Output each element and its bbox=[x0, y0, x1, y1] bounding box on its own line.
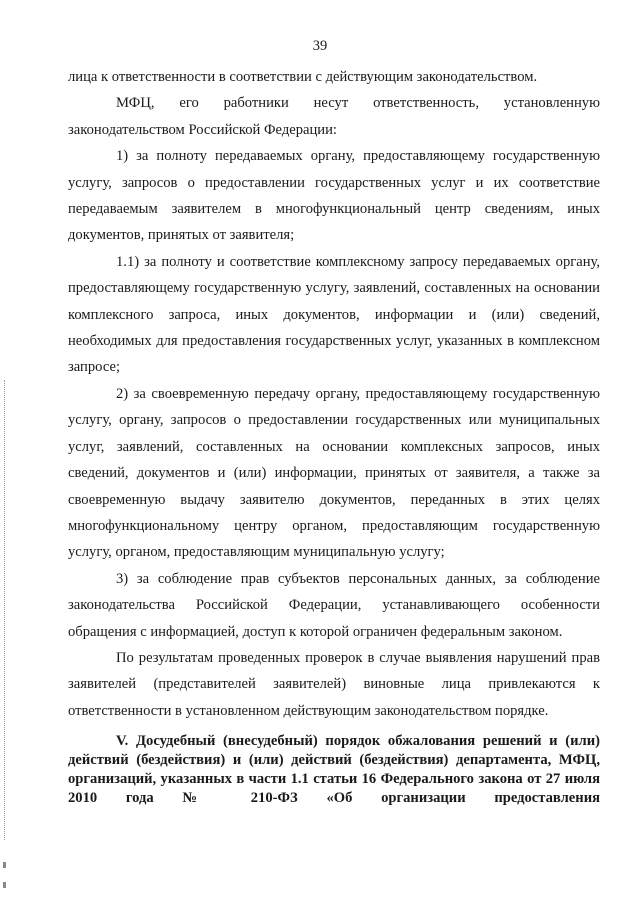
body-text bbox=[68, 64, 600, 808]
page-number: 39 bbox=[312, 38, 328, 54]
margin-mark bbox=[3, 862, 6, 868]
paragraph: лица к ответственности в соответствии с действующим законодательством. bbox=[68, 69, 538, 85]
section-heading: V. Досудебный (внесудебный) порядок обжалования решений и (или) действий (бездействия) и (или) действий (бездействия) департамента, МФЦ, организаций, указанных в части 1.1 статьи 16 Федерального закона от 27 июля 2010 года № 210-ФЗ «Об организации предоставления bbox=[68, 733, 600, 807]
paragraph: МФЦ, его работники несут ответственность, установленную законодательством Российской Федерации: bbox=[68, 95, 600, 138]
margin-binding-dots bbox=[4, 380, 7, 840]
paragraph: По результатам проведенных проверок в случае выявления нарушений прав заявителей (представителей заявителей) виновные лица привлекаются к ответственности в установленном действующим законодательством порядке. bbox=[68, 649, 600, 719]
paragraph: 2) за своевременную передачу органу, предоставляющему государственную услугу, органу, запросов о предоставлении государственных или муниципальных услуг, заявлений, составленных на основании комплексных запросов, иных сведений, документов и (или) информации, принятых от заявителя, а также за своевременную выдачу заявителю документов, переданных в этих целях многофункциональному центру органом, предоставляющим государственную услугу, органом, предоставляющим муниципальную услугу; bbox=[68, 385, 600, 561]
paragraph: 3) за соблюдение прав субъектов персональных данных, за соблюдение законодательства Российской Федерации, устанавливающего особенности обращения с информацией, доступ к которой ограничен федеральным законом. bbox=[68, 570, 600, 640]
paragraph: 1.1) за полноту и соответствие комплексному запросу передаваемых органу, предоставляющему государственную услугу, заявлений, составленных на основании комплексного запроса, иных документов, информации и (или) сведений, необходимых для предоставления государственных услуг, указанных в комплексном запросе; bbox=[68, 253, 600, 376]
paragraph: 1) за полноту передаваемых органу, предоставляющему государственную услугу, запросов о предоставлении государственных услуг и их соответствие передаваемым заявителем в многофункциональный центр сведениям, иных документов, принятых от заявителя; bbox=[68, 148, 600, 244]
margin-mark bbox=[3, 882, 6, 888]
